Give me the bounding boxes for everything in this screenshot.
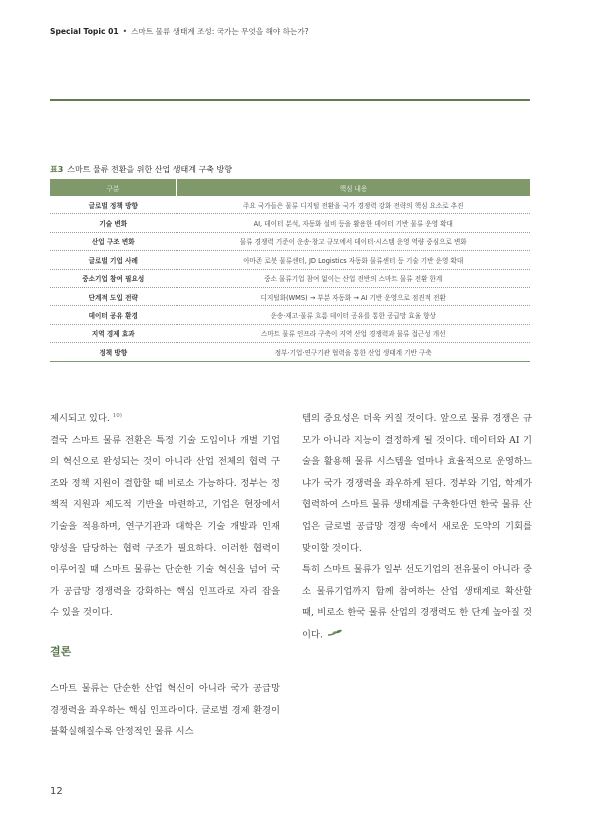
row-category: 글로벌 기업 사례 [50,251,177,269]
leaf-end-mark-icon [327,624,343,646]
row-content: 정부·기업·연구기관 협력을 통한 산업 생태계 기반 구축 [177,343,531,361]
paragraph-text: 특히 스마트 물류가 일부 선도기업의 전유물이 아니라 중소 물류기업까지 함께 참여하는 산업 생태계로 확산할 때, 비로소 한국 물류 산업의 경쟁력도 한 단계 높아질 것이다. [302,564,532,641]
page-number: 12 [50,786,63,797]
table-row [50,251,530,269]
table-title: 스마트 물류 전환을 위한 산업 생태계 구축 방향 [67,165,232,174]
row-content: AI, 데이터 분석, 자동화 설비 등을 활용한 데이터 기반 물류 운영 확대 [177,214,531,232]
table-row [50,287,530,305]
row-category: 데이터 공유 환경 [50,306,177,324]
row-content: 중소 물류기업 참여 없이는 산업 전반의 스마트 물류 전환 한계 [177,269,531,287]
header-subtitle: 스마트 물류 생태계 조성: 국가는 무엇을 해야 하는가? [131,27,309,36]
paragraph-text: 제시되고 있다. [50,413,110,424]
row-category: 정책 방향 [50,343,177,361]
table-row [50,306,530,324]
left-column [50,408,280,743]
row-category: 단계적 도입 전략 [50,287,177,305]
row-category: 기술 변화 [50,214,177,232]
body-paragraph: 템의 중요성은 더욱 커질 것이다. 앞으로 물류 경쟁은 규모가 아니라 지능이 결정하게 될 것이다. 데이터와 AI 기술을 활용해 물류 시스템을 얼마나 효율적으로 운영하느냐가 국가 경쟁력을 좌우하게 된다. 정부와 기업, 학계가 협력하여 스마트 물류 생태계를 구축한다면 한국 물류 산업은 글로벌 공급망 경쟁 속에서 새로운 도약의 기회를 맞이할 것이다. [302,413,532,554]
body-paragraph: 결국 스마트 물류 전환은 특정 기술 도입이나 개별 기업의 혁신으로 완성되는 것이 아니라 산업 전체의 협력 구조와 정책 지원이 결합할 때 비로소 가능하다. 정부는 정책적 지원과 제도적 기반을 마련하고, 기업은 현장에서 기술을 적용하며, 연구기관과 대학은 기술 개발과 인재 양성을 담당하는 협력 구조가 필요하다. 이러한 협력이 이루어질 때 스마트 물류는 단순한 기술 혁신을 넘어 국가 공급망 경쟁력을 강화하는 핵심 인프라로 자리 잡을 수 있을 것이다. [50,434,280,619]
top-divider [50,99,530,101]
row-content: 스마트 물류 인프라 구축이 지역 산업 경쟁력과 물류 접근성 개선 [177,324,531,342]
special-topic-label: Special Topic 01 [50,27,119,36]
row-category: 지역 경제 효과 [50,324,177,342]
table-row [50,343,530,361]
row-content: 물류 경쟁력 기준이 운송·창고 규모에서 데이터·시스템 운영 역량 중심으로 변화 [177,232,531,250]
row-category: 글로벌 정책 방향 [50,196,177,214]
row-content: 운송·재고·물류 흐름 데이터 공유를 통한 공급망 효율 향상 [177,306,531,324]
body-paragraph [50,408,280,430]
row-content: 아마존 로봇 물류센터, JD Logistics 자동화 물류센터 등 기술 기반 운영 확대 [177,251,531,269]
row-content: 주요 국가들은 물류 디지털 전환을 국가 경쟁력 강화 전략의 핵심 요소로 추진 [177,196,531,214]
header-separator: • [122,27,128,36]
section-title-conclusion: 결론 [50,644,72,658]
table-caption [50,164,232,175]
right-column [302,408,532,646]
table-row [50,232,530,250]
footnote-ref: 10) [112,412,122,419]
table-row [50,196,530,214]
table-header-row [50,179,530,196]
column-header-category: 구분 [50,179,177,196]
column-header-content: 핵심 내용 [177,179,531,196]
ecosystem-table [50,179,530,362]
table-row [50,324,530,342]
row-category: 중소기업 참여 필요성 [50,269,177,287]
body-paragraph [302,559,532,646]
row-category: 산업 구조 변화 [50,232,177,250]
row-content: 디지털화(WMS) → 부분 자동화 → AI 기반 운영으로 점진적 전환 [177,287,531,305]
table-row [50,269,530,287]
table-row [50,214,530,232]
table-number: 표3 [50,165,64,174]
running-header [50,26,309,37]
body-paragraph: 스마트 물류는 단순한 산업 혁신이 아니라 국가 공급망 경쟁력을 좌우하는 핵심 인프라이다. 글로벌 경제 환경이 불확실해질수록 안정적인 물류 시스 [50,682,280,738]
